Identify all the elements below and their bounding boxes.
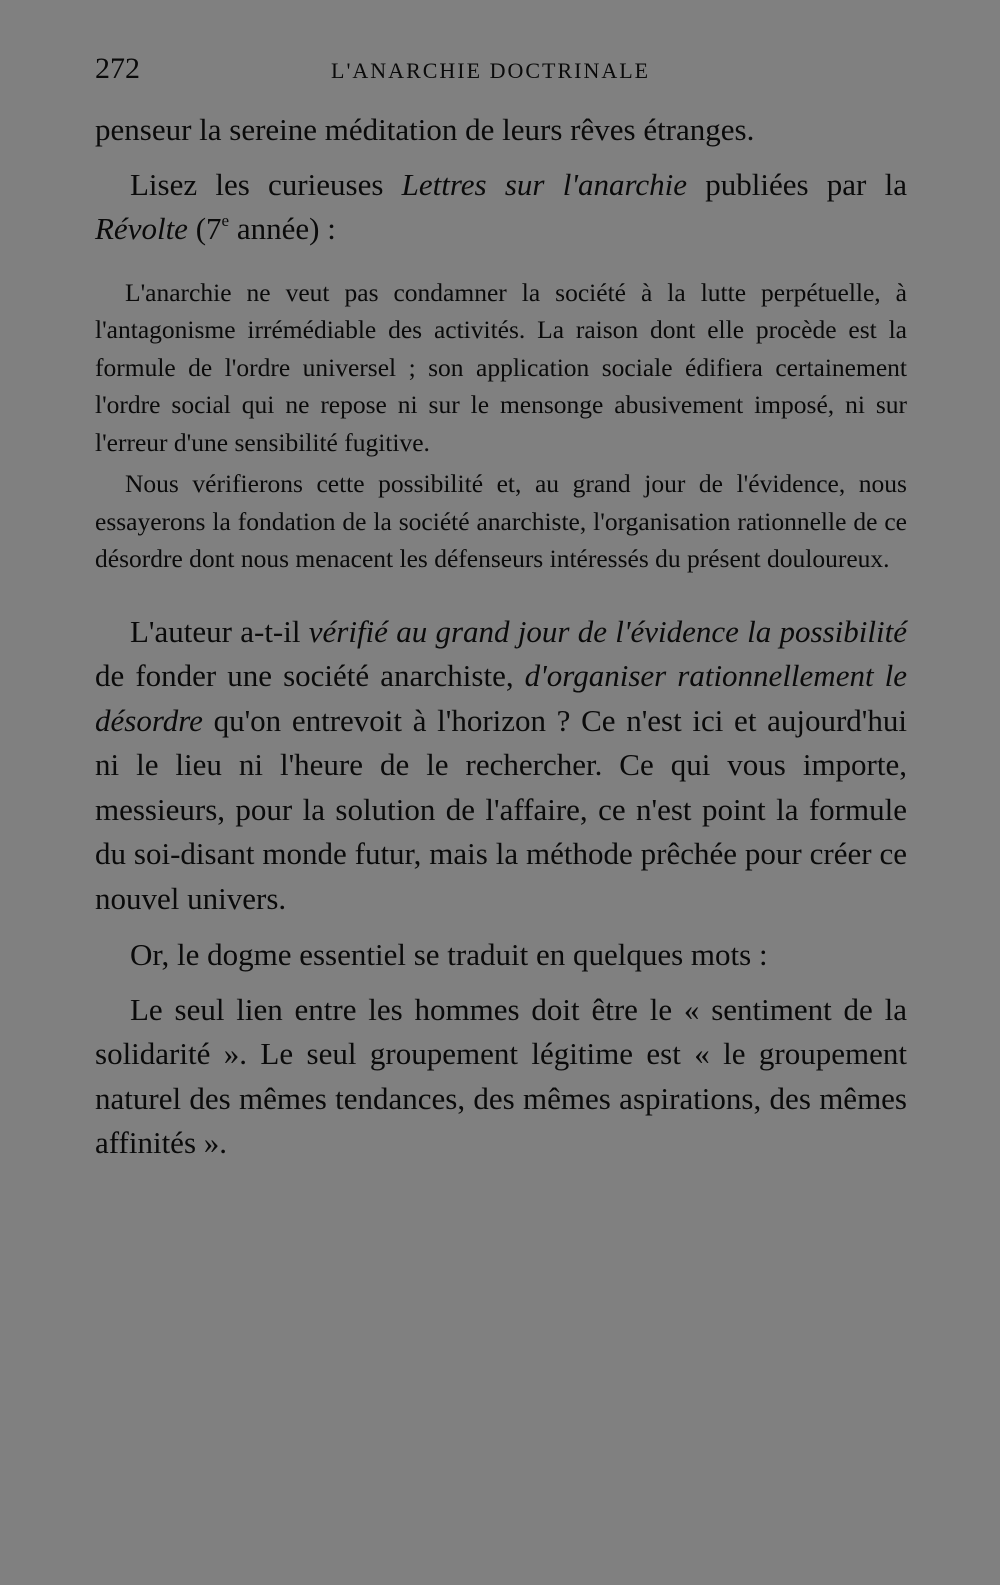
block-quote-1: L'anarchie ne veut pas condamner la société à la lutte perpétuelle, à l'antagonisme irrémédiable des activités. La raison dont elle procède est la formule de l'ordre universel ; son application sociale édifiera certainement l'ordre social qui ne repose ni sur le mensonge abusivement imposé, ni sur l'erreur d'une sensibilité fugitive. [95, 277, 907, 457]
paragraph-2-text-b: publiées par la [687, 166, 907, 202]
paragraph-2-superscript: e [221, 211, 230, 231]
page-number: 272 [95, 52, 140, 85]
paragraph-3-text-b: de fonder une société anarchiste, [95, 658, 525, 693]
paragraph-3-text-c: qu'on entrevoit à l'horizon ? Ce n'est ici et aujourd'hui ni le lieu ni l'heure de le rechercher. Ce qui vous importe, messieurs, pour la solution de l'affaire, ce n'est point la formule du soi-disant monde futur, mais la méthode prêchée pour créer ce nouvel univers. [95, 702, 907, 916]
paragraph-3-text-a: L'auteur a-t-il [130, 613, 309, 649]
paragraph-5: Le seul lien entre les hommes doit être le « sentiment de la solidarité ». Le seul groupement légitime est « le groupement naturel des mêmes tendances, des mêmes aspirations, des mêmes affinités ». [95, 991, 907, 1160]
block-quote-2: Nous vérifierons cette possibilité et, au grand jour de l'évidence, nous essayerons la fondation de la société anarchiste, l'organisation rationnelle de ce désordre dont nous menacent les défenseurs intéressés du présent douloureux. [95, 469, 907, 573]
paragraph-4: Or, le dogme essentiel se traduit en quelques mots : [130, 937, 768, 972]
page-header [95, 44, 907, 94]
paragraph-2-text-d: année) : [229, 211, 336, 246]
paragraph-2-italic-journal: Révolte [95, 211, 188, 246]
paragraph-2-text-c: (7 [187, 211, 222, 246]
paragraph-2-italic-title: Lettres sur l'anarchie [401, 166, 687, 202]
paragraph-1: penseur la sereine méditation de leurs rêves étranges. [95, 112, 755, 147]
paragraph-3-italic-1: vérifié au grand jour de l'évidence la possibilité [308, 613, 907, 649]
paragraph-3-italic-2: d'organiser rationnellement le désordre [95, 658, 907, 738]
paragraph-2 [95, 163, 907, 252]
running-title: L'ANARCHIE DOCTRINALE [331, 58, 651, 83]
book-page [95, 44, 907, 1166]
paragraph-2-text-a: Lisez les curieuses [130, 166, 402, 202]
paragraph-3 [95, 610, 907, 922]
